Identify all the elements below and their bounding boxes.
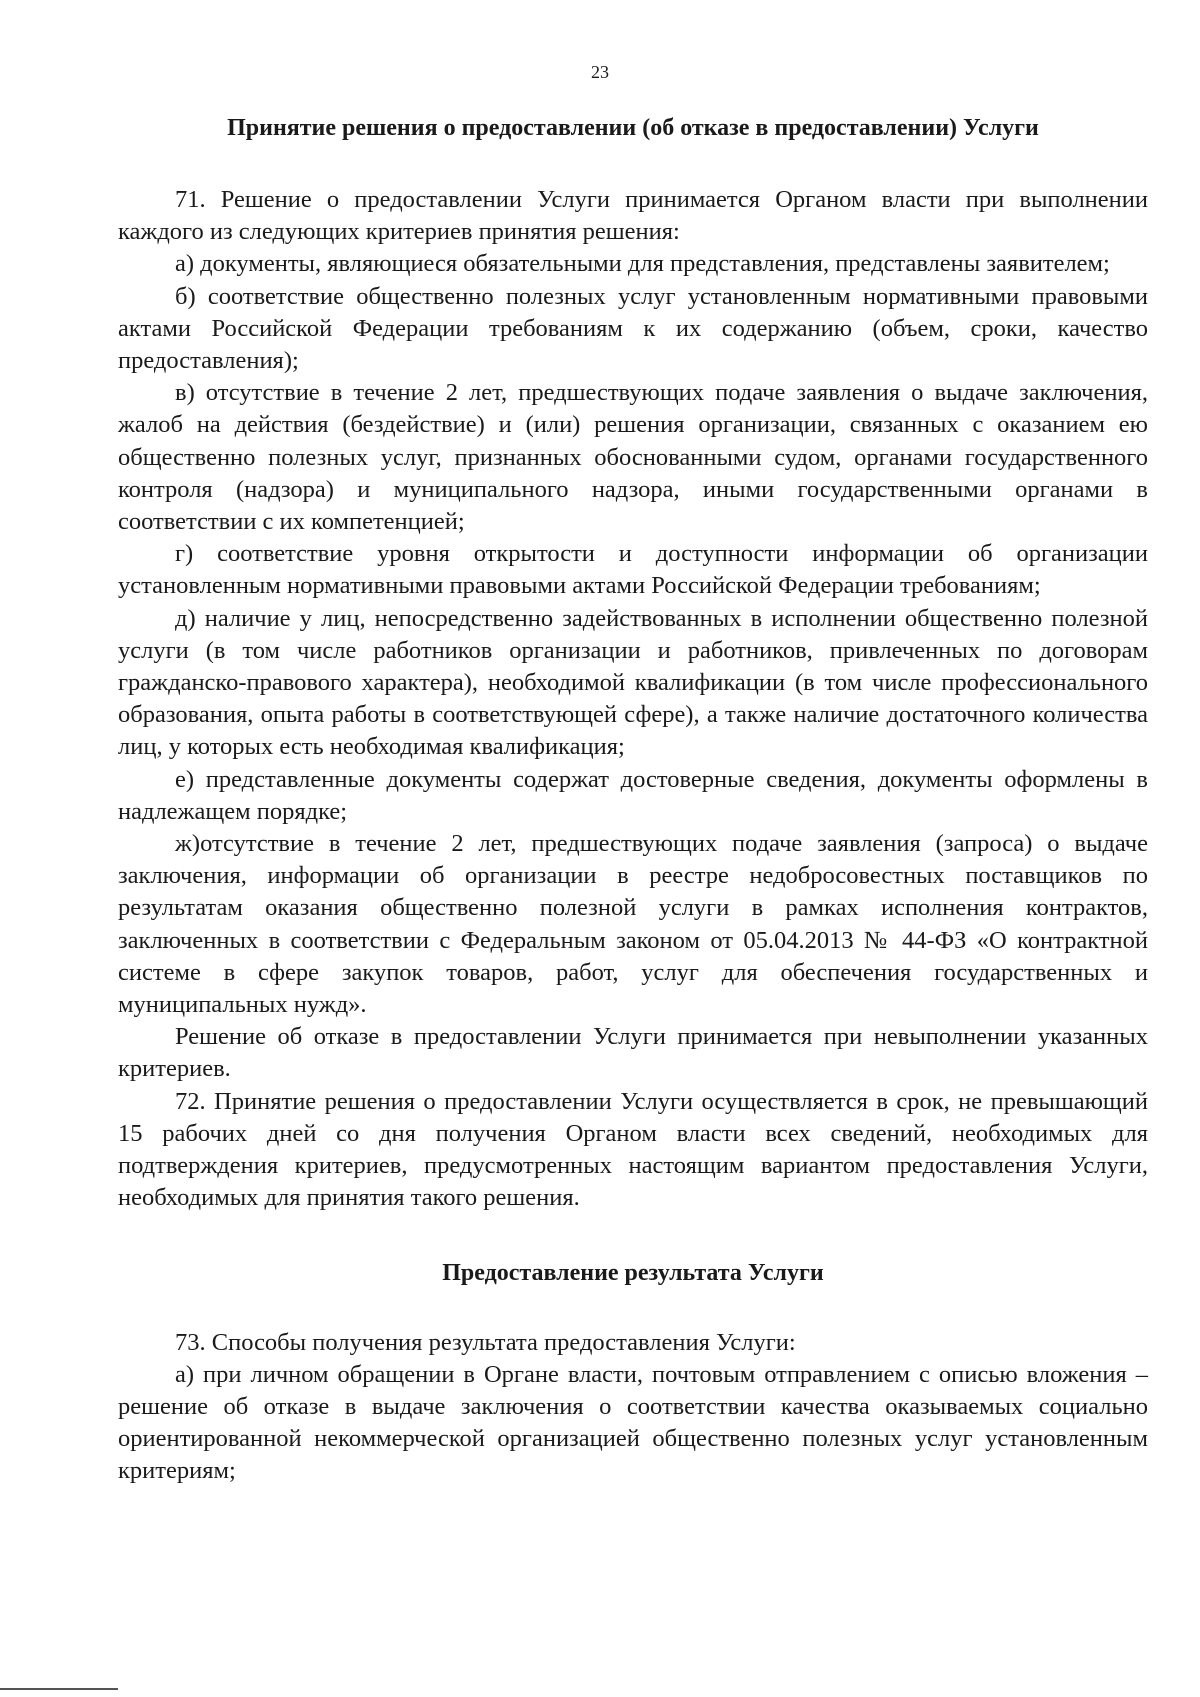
paragraph-71-zh: ж)отсутствие в течение 2 лет, предшествующих подаче заявления (запроса) о выдаче заключения, информации об организации в реестре недобросовестных поставщиков по результатам оказания общественно полезной услуги в рамках исполнения контрактов, заключенных в соответствии с Федеральным законом от 05.04.2013 № 44-ФЗ «О контрактной системе в сфере закупок товаров, работ, услуг для обеспечения государственных и муниципальных нужд». xyxy=(118,830,1148,1019)
paragraph-71-d: д) наличие у лиц, непосредственно задействованных в исполнении общественно полезной услуги (в том числе работников организации и работников, привлеченных по договорам гражданско-правового характера), необходимой квалификации (в том числе профессионального образования, опыта работы в соответствующей сфере), а также наличие достаточного количества лиц, у которых есть необходимая квалификация; xyxy=(118,604,1148,761)
paragraph-71-e: е) представленные документы содержат достоверные сведения, документы оформлены в надлежащем порядке; xyxy=(118,765,1148,825)
footer-rule xyxy=(0,1688,118,1690)
paragraph-71-a: а) документы, являющиеся обязательными для представления, представлены заявителем; xyxy=(175,250,1110,278)
section-heading-decision: Принятие решения о предоставлении (об отказе в предоставлении) Услуги xyxy=(227,115,1039,141)
paragraph-71: 71. Решение о предоставлении Услуги принимается Органом власти при выполнении каждого из следующих критериев принятия решения: xyxy=(118,186,1148,246)
paragraph-72: 72. Принятие решения о предоставлении Услуги осуществляется в срок, не превышающий 15 рабочих дней со дня получения Органом власти всех сведений, необходимых для подтверждения критериев, предусмотренных настоящим вариантом предоставления Услуги, необходимых для принятия такого решения. xyxy=(118,1087,1148,1212)
paragraph-refusal: Решение об отказе в предоставлении Услуги принимается при невыполнении указанных критериев. xyxy=(118,1023,1148,1083)
paragraph-71-b: б) соответствие общественно полезных услуг установленным нормативными правовыми актами Российской Федерации требованиям к их содержанию (объем, сроки, качество предоставления); xyxy=(118,282,1148,375)
paragraph-71-v: в) отсутствие в течение 2 лет, предшествующих подаче заявления о выдаче заключения, жалоб на действия (бездействие) и (или) решения организации, связанных с оказанием ею общественно полезных услуг, признанных обоснованными судом, органами государственного контроля (надзора) и муниципального надзора, иными государственными органами в соответствии с их компетенцией; xyxy=(118,379,1148,536)
paragraph-71-g: г) соответствие уровня открытости и доступности информации об организации установленным нормативными правовыми актами Российской Федерации требованиям; xyxy=(118,540,1148,600)
section-heading-result: Предоставление результата Услуги xyxy=(442,1259,824,1286)
paragraph-73: 73. Способы получения результата предоставления Услуги: xyxy=(175,1328,796,1356)
document-body xyxy=(118,112,1148,1488)
paragraph-73-a: а) при личном обращении в Органе власти, почтовым отправлением с описью вложения – решение об отказе в выдаче заключения о соответствии качества оказываемых социально ориентированной некоммерческой организацией общественно полезных услуг установленным критериям; xyxy=(118,1360,1148,1485)
page-number: 23 xyxy=(591,62,609,82)
